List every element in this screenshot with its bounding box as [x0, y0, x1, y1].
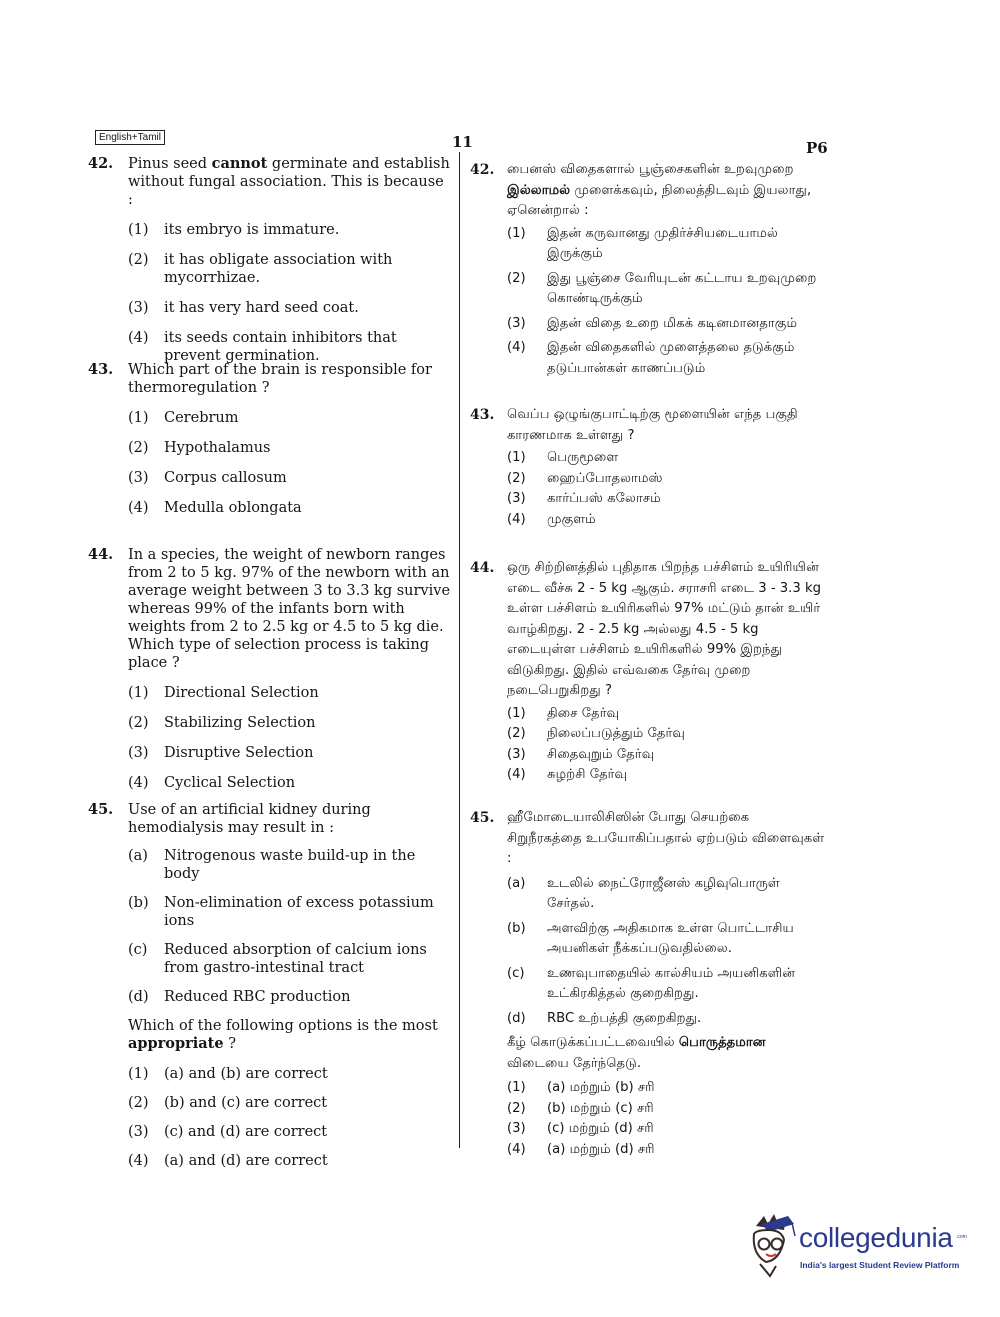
option: (4) its seeds contain inhibitors that prevent germination.	[128, 330, 397, 364]
option: (2) (b) மற்றும் (c) சரி	[507, 1100, 654, 1116]
statement: (b) Non-elimination of excess potassium ions	[128, 895, 434, 929]
option: (1) Cerebrum	[128, 410, 239, 426]
question-45-tamil	[470, 808, 826, 1160]
statement: (b) அளவிற்கு அதிகமாக உள்ள பொட்டாசிய அயனிகள் நீக்கப்படுவதில்லை.	[507, 920, 794, 956]
brand-suffix: .com	[956, 1234, 967, 1240]
question-number: 42.	[88, 155, 114, 172]
question-text: ஹீமோடையாலிசிஸின் போது செயற்கை சிறுநீரகத்தை உபயோகிப்பதால் ஏற்படும் விளைவுகள் :	[507, 810, 825, 866]
question-42-english	[88, 155, 452, 364]
question-44-tamil	[470, 558, 826, 808]
option: (2) Stabilizing Selection	[128, 715, 316, 731]
option: (4) இதன் விதைகளில் முளைத்தலை தடுக்கும் தடுப்பான்கள் காணப்படும்	[507, 340, 795, 376]
question-text: Which part of the brain is responsible for thermoregulation ?	[128, 362, 432, 396]
language-tag: English+Tamil	[95, 130, 165, 145]
statement: (c) Reduced absorption of calcium ions from gastro-intestinal tract	[128, 942, 427, 976]
answer-options	[470, 1078, 826, 1160]
statement: (c) உணவுபாதையில் கால்சியம் அயனிகளின் உட்கிரகித்தல் குறைகிறது.	[507, 965, 796, 1001]
tassel-icon	[792, 1223, 795, 1236]
option: (1) (a) மற்றும் (b) சரி	[507, 1080, 655, 1095]
statement: (d) RBC உற்பத்தி குறைகிறது.	[507, 1010, 702, 1026]
option: (4) முகுளம்	[507, 511, 596, 527]
question-number: 44.	[88, 546, 114, 563]
question-43-english	[88, 361, 452, 546]
english-column	[88, 155, 452, 1181]
brand-tagline: India's largest Student Review Platform	[800, 1260, 960, 1270]
question-45-english	[88, 801, 452, 1170]
collegedunia-logo	[742, 1210, 972, 1280]
statement: (a) உடலில் நைட்ரோஜீனஸ் கழிவுபொருள் சேர்தல்.	[507, 875, 780, 911]
option: (1) Directional Selection	[128, 685, 319, 701]
question-text: Use of an artificial kidney during hemodialysis may result in :	[128, 802, 371, 836]
collar-icon	[760, 1264, 776, 1276]
option: (4) Cyclical Selection	[128, 775, 296, 791]
question-42-tamil	[470, 160, 826, 405]
follow-up-question: Which of the following options is the most appropriate ?	[128, 1018, 438, 1052]
option: (3) (c) மற்றும் (d) சரி	[507, 1121, 654, 1136]
question-number: 43.	[470, 407, 495, 423]
option: (3) இதன் விதை உறை மிகக் கடினமானதாகும்	[507, 315, 798, 331]
option: (1) பெருமூளை	[507, 450, 619, 465]
page-number: 11	[452, 133, 473, 151]
statement: (a) Nitrogenous waste build-up in the body	[128, 848, 416, 882]
follow-up-question: கீழ் கொடுக்கப்பட்டவையில் பொருத்தமான விடையை தேர்ந்தெடு.	[507, 1035, 766, 1071]
option: (1) (a) and (b) are correct	[128, 1066, 328, 1082]
option: (3) (c) and (d) are correct	[128, 1124, 328, 1140]
question-text: வெப்ப ஒழுங்குபாட்டிற்கு மூளையின் எந்த பகுதி காரணமாக உள்ளது ?	[507, 407, 798, 443]
option: (4) (a) and (d) are correct	[128, 1153, 328, 1169]
question-text: பைனஸ் விதைகளால் பூஞ்சைகளின் உறவுமுறை இல்லாமல் முளைக்கவும், நிலைத்திடவும் இயலாது, ஏனென்றால் :	[507, 162, 812, 218]
option: (3) it has very hard seed coat.	[128, 300, 359, 316]
brand-name: collegedunia	[799, 1222, 953, 1253]
option: (4) (a) மற்றும் (d) சரி	[507, 1141, 655, 1157]
question-43-tamil	[470, 405, 826, 558]
column-divider	[459, 152, 460, 1148]
option: (3) Corpus callosum	[128, 470, 287, 486]
option: (2) (b) and (c) are correct	[128, 1095, 328, 1111]
option: (2) it has obligate association with mycorrhizae.	[128, 252, 393, 286]
tamil-column	[470, 160, 826, 1160]
option: (1) its embryo is immature.	[128, 222, 340, 238]
paper-code: P6	[806, 139, 828, 157]
question-number: 43.	[88, 361, 114, 378]
option: (1) இதன் கருவானது முதிர்ச்சியடையாமல் இருக்கும்	[507, 225, 778, 261]
question-44-english	[88, 546, 452, 801]
option: (2) நிலைப்படுத்தும் தேர்வு	[507, 726, 686, 741]
question-text: Pinus seed cannot germinate and establish without fungal association. This is because :	[128, 155, 450, 208]
question-number: 44.	[470, 560, 495, 576]
student-mascot-icon	[742, 1210, 798, 1280]
question-number: 45.	[88, 801, 114, 818]
option: (3) கார்ப்பஸ் கலோசம்	[507, 491, 661, 506]
question-text: ஒரு சிற்றினத்தில் புதிதாக பிறந்த பச்சிளம் உயிரியின் எடை வீச்சு 2 - 5 kg ஆகும். சராசரி எடை 3 - 3.3 kg உள்ள பச்சிளம் உயிரிகளில் 97% மட்டும் தான் உயிர் வாழ்கிறது. 2 - 2.5 kg அல்லது 4.5 - 5 kg எடையுள்ள பச்சிளம் உயிரிகளில் 99% இறந்து விடுகிறது. இதில் எவ்வகை தேர்வு முறை நடைபெறுகிறது ?	[507, 560, 821, 698]
statement: (d) Reduced RBC production	[128, 989, 351, 1005]
option: (4) சுழற்சி தேர்வு	[507, 767, 628, 782]
option: (2) Hypothalamus	[128, 440, 271, 456]
option: (4) Medulla oblongata	[128, 500, 302, 516]
option: (1) திசை தேர்வு	[507, 705, 620, 721]
option: (3) Disruptive Selection	[128, 745, 314, 761]
question-number: 45.	[470, 810, 495, 826]
option: (2) இது பூஞ்சை வேரியுடன் கட்டாய உறவுமுறை கொண்டிருக்கும்	[507, 270, 817, 306]
question-number: 42.	[470, 162, 495, 178]
option: (2) ஹைப்போதலாமஸ்	[507, 470, 663, 486]
option: (3) சிதைவுறும் தேர்வு	[507, 746, 655, 762]
question-text: In a species, the weight of newborn ranges from 2 to 5 kg. 97% of the newborn with an average weight between 3 to 3.3 kg survive whereas 99% of the infants born with weights from 2 to 2.5 kg or 4.5 to 5 kg die. Which type of selection process is taking place ?	[128, 547, 451, 671]
